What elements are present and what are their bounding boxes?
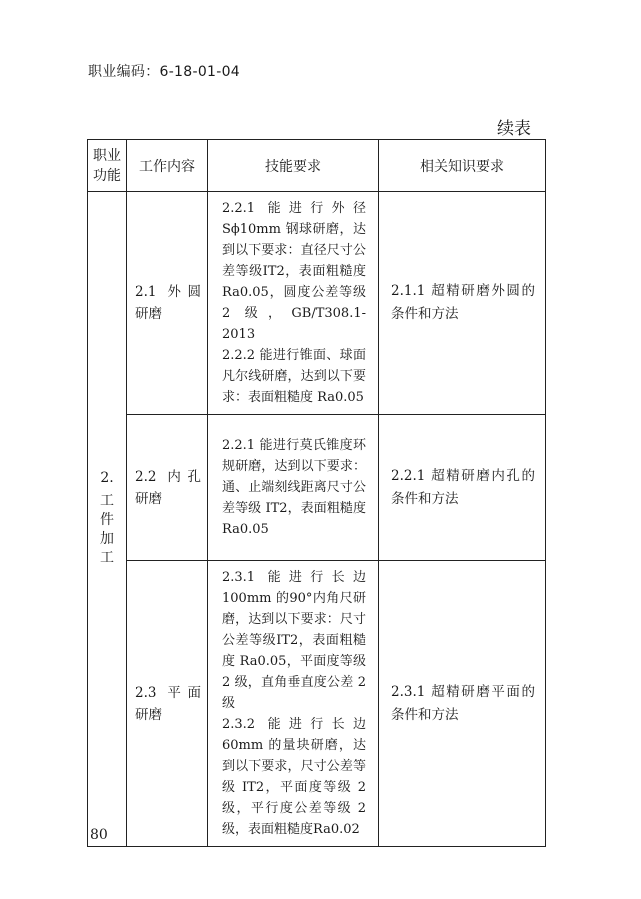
requirements-table xyxy=(87,139,546,847)
function-cell xyxy=(88,192,127,847)
skill-item: 2.2.2 能进行锥面、球面凡尔线研磨，达到以下要求：表面粗糙度 Ra0.05 xyxy=(222,348,366,405)
work-content-cell: 2.1 外圆研磨 xyxy=(127,192,208,415)
page-number: 80 xyxy=(90,827,108,843)
skill-cell xyxy=(208,192,379,415)
knowledge-cell: 2.3.1 超精研磨平面的条件和方法 xyxy=(379,561,546,847)
table-row xyxy=(88,561,546,847)
header-function: 职业功能 xyxy=(88,140,127,192)
knowledge-cell: 2.1.1 超精研磨外圆的条件和方法 xyxy=(379,192,546,415)
function-name: 工件加工 xyxy=(100,493,114,566)
skill-item: 2.3.1 能进行长边 100mm 的90°内角尺研磨，达到以下要求：尺寸公差等级IT2，表面粗糙度 Ra0.05，平面度等级 2 级，直角垂直度公差 2 级 xyxy=(222,570,366,711)
header-work-content: 工作内容 xyxy=(127,140,208,192)
work-content-cell: 2.2 内孔研磨 xyxy=(127,415,208,561)
skill-item: 2.3.2 能进行长边 60mm 的量块研磨，达到以下要求，尺寸公差等级 IT2，平面度等级 2 级，平行度公差等级 2 级，表面粗糙度Ra0.02 xyxy=(222,717,366,837)
header-knowledge-requirements: 相关知识要求 xyxy=(379,140,546,192)
skill-cell xyxy=(208,561,379,847)
table-header-row xyxy=(88,140,546,192)
skill-cell xyxy=(208,415,379,561)
continued-label: 续表 xyxy=(497,119,531,139)
skill-item: 2.2.1 能进行莫氏锥度环规研磨，达到以下要求：通、止端刻线距离尺寸公差等级 IT2，表面粗糙度Ra0.05 xyxy=(222,438,366,537)
work-content-cell: 2.3 平面研磨 xyxy=(127,561,208,847)
occupation-code: 职业编码：6-18-01-04 xyxy=(88,64,241,80)
table-row xyxy=(88,192,546,415)
knowledge-cell: 2.2.1 超精研磨内孔的条件和方法 xyxy=(379,415,546,561)
header-skill-requirements: 技能要求 xyxy=(208,140,379,192)
table-row xyxy=(88,415,546,561)
function-number: 2. xyxy=(100,470,114,486)
skill-item: 2.2.1 能进行外径 Sϕ10mm 钢球研磨，达到以下要求：直径尺寸公差等级IT2，表面粗糙度 Ra0.05，圆度公差等级 2 级，GB/T308.1-2013 xyxy=(222,201,366,342)
